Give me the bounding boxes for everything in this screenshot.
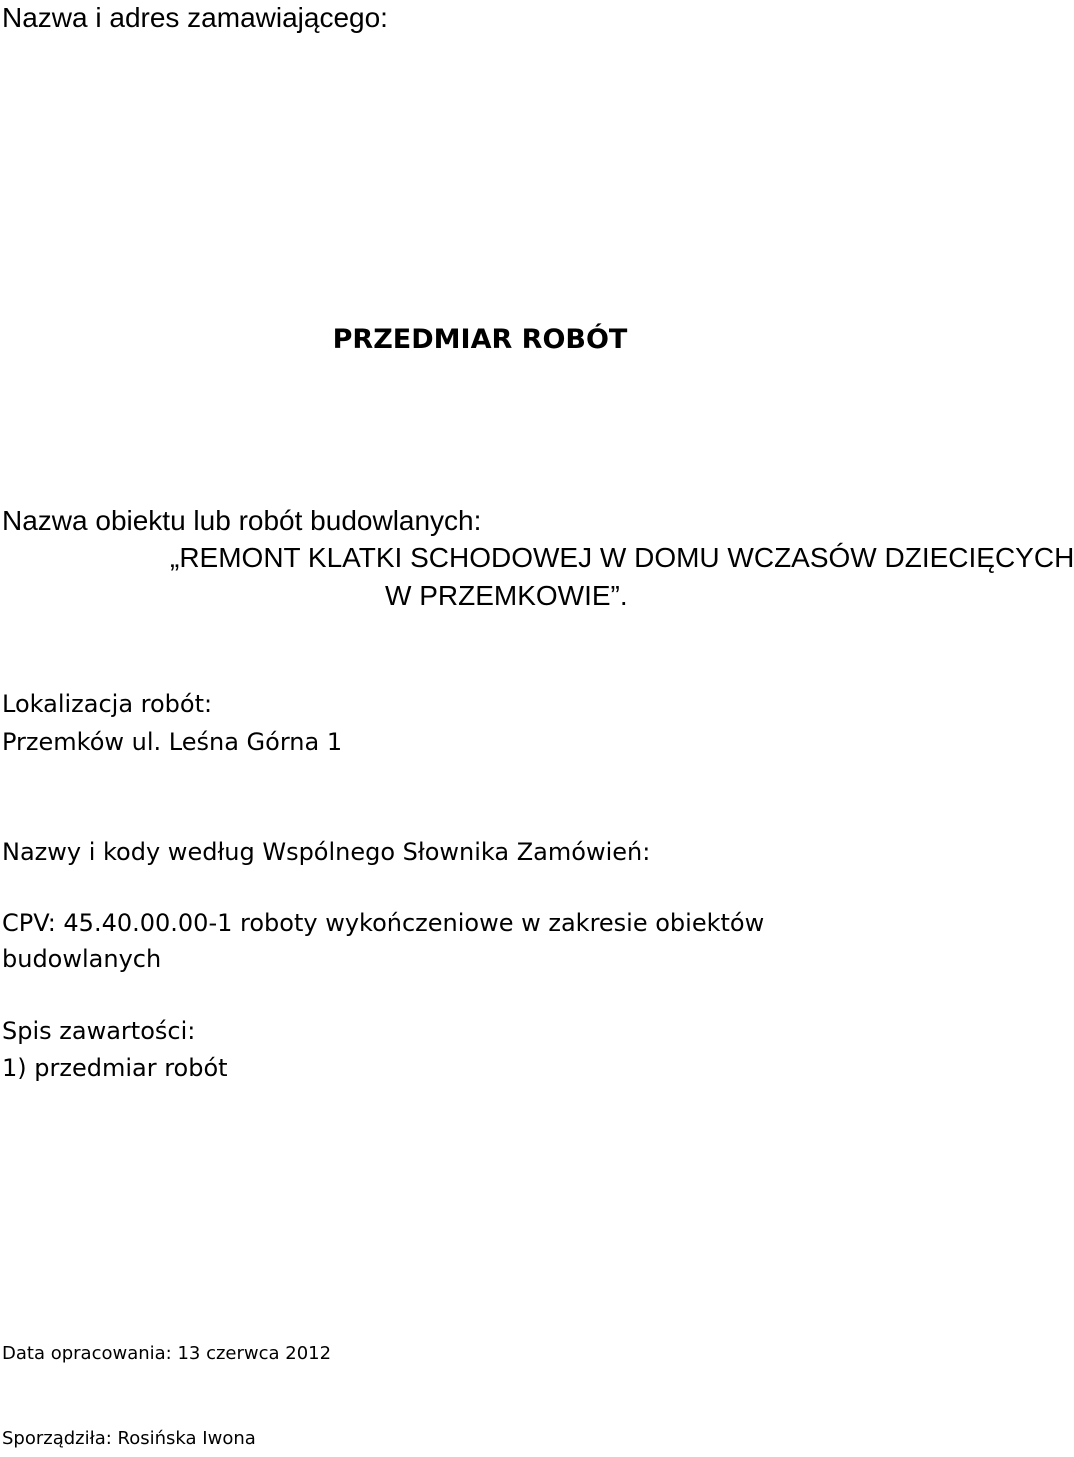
location-label: Lokalizacja robót:	[2, 690, 213, 718]
orderer-label: Nazwa i adres zamawiającego:	[2, 2, 388, 33]
contents-item: 1) przedmiar robót	[2, 1054, 228, 1082]
object-name-line-2: W PRZEMKOWIE”.	[385, 580, 628, 611]
cpv-code-line-2: budowlanych	[2, 945, 162, 973]
object-name-line-1: „REMONT KLATKI SCHODOWEJ W DOMU WCZASÓW DZIECIĘCYCH	[170, 542, 1074, 573]
author-line: Sporządziła: Rosińska Iwona	[2, 1428, 256, 1449]
document-title: PRZEDMIAR ROBÓT	[332, 324, 628, 355]
preparation-date: Data opracowania: 13 czerwca 2012	[2, 1343, 332, 1364]
contents-label: Spis zawartości:	[2, 1017, 196, 1045]
location-value: Przemków ul. Leśna Górna 1	[2, 728, 343, 756]
cpv-label: Nazwy i kody według Wspólnego Słownika Zamówień:	[2, 838, 651, 866]
object-label: Nazwa obiektu lub robót budowlanych:	[2, 505, 482, 536]
cpv-code-line-1: CPV: 45.40.00.00-1 roboty wykończeniowe w zakresie obiektów	[2, 909, 765, 937]
